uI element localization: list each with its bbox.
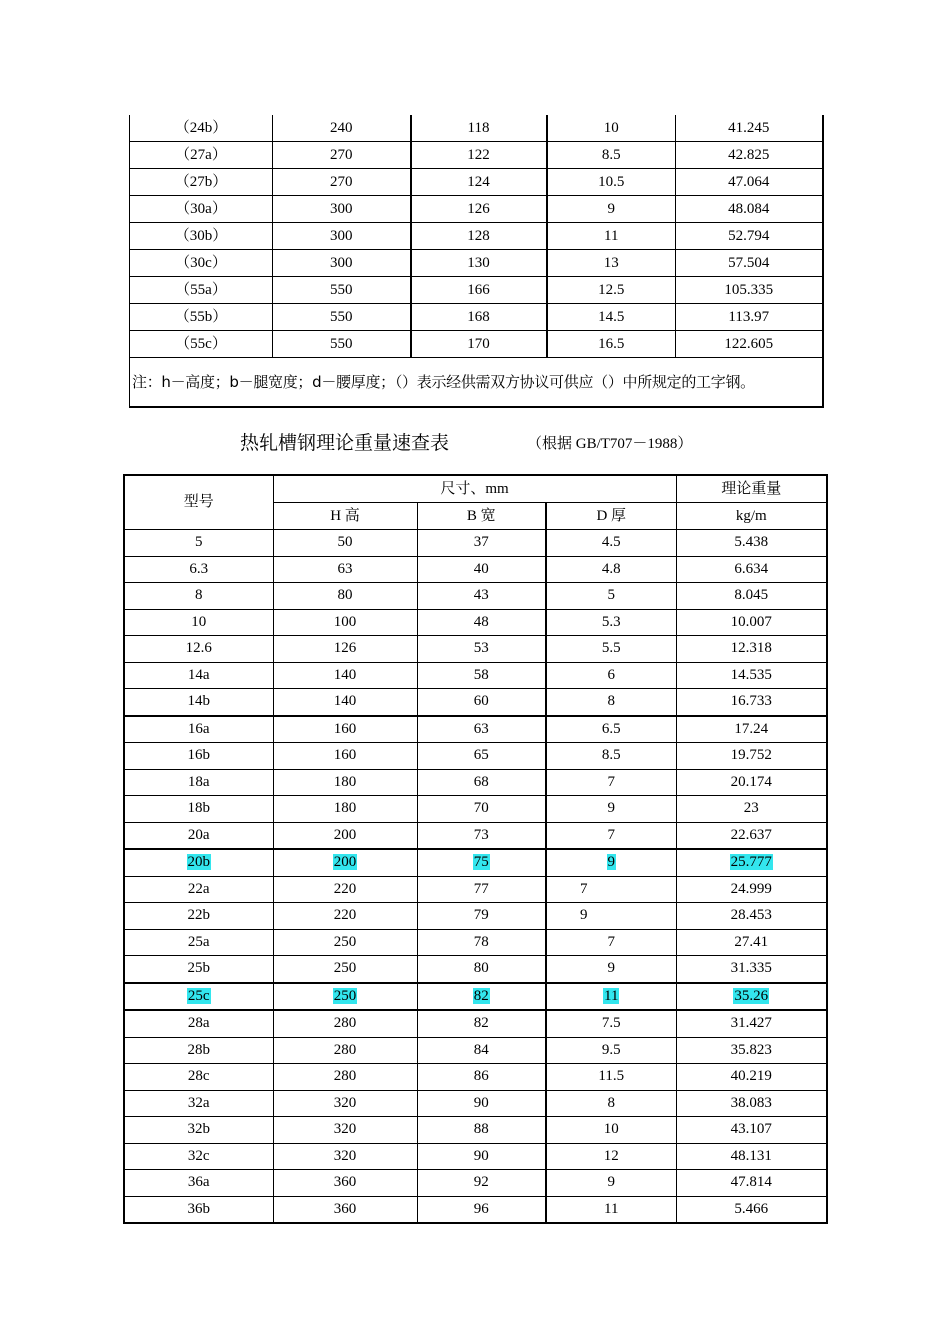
thickness-cell: 4.8 bbox=[546, 556, 676, 583]
height-cell: 100 bbox=[273, 609, 417, 636]
height-cell: 140 bbox=[273, 689, 417, 716]
weight-cell: 122.605 bbox=[676, 331, 823, 358]
model-cell: 22a bbox=[124, 876, 273, 903]
weight-cell: 48.131 bbox=[676, 1143, 827, 1170]
model-cell: 18a bbox=[124, 769, 273, 796]
width-cell: 70 bbox=[417, 796, 546, 823]
thickness-cell: 9 bbox=[546, 903, 676, 930]
weight-cell: 5.466 bbox=[676, 1196, 827, 1223]
weight-cell: 31.427 bbox=[676, 1010, 827, 1037]
table-row bbox=[124, 1196, 827, 1223]
table-row bbox=[124, 716, 827, 743]
weight-cell: 14.535 bbox=[676, 662, 827, 689]
weight-cell: 41.245 bbox=[676, 115, 823, 142]
weight-cell: 52.794 bbox=[676, 223, 823, 250]
section-subtitle: （根据 GB/T707－1988） bbox=[527, 436, 693, 452]
width-cell: 126 bbox=[411, 196, 547, 223]
weight-header: 理论重量 bbox=[676, 475, 827, 503]
weight-cell: 42.825 bbox=[676, 142, 823, 169]
weight-cell: 23 bbox=[676, 796, 827, 823]
thickness-cell: 7 bbox=[546, 769, 676, 796]
width-cell: 168 bbox=[411, 304, 547, 331]
width-cell: 122 bbox=[411, 142, 547, 169]
height-cell: 300 bbox=[273, 223, 411, 250]
height-cell: 63 bbox=[273, 556, 417, 583]
note-row bbox=[130, 358, 823, 408]
table-row bbox=[124, 662, 827, 689]
thickness-cell: 5.3 bbox=[546, 609, 676, 636]
table-row bbox=[130, 115, 823, 142]
width-cell: 118 bbox=[411, 115, 547, 142]
thickness-cell: 11 bbox=[547, 223, 676, 250]
highlight: 82 bbox=[473, 987, 489, 1004]
height-cell: 280 bbox=[273, 1037, 417, 1064]
weight-cell: 22.637 bbox=[676, 822, 827, 849]
width-cell bbox=[417, 849, 546, 876]
thickness-cell: 6.5 bbox=[546, 716, 676, 743]
table-row bbox=[124, 530, 827, 557]
weight-cell: 20.174 bbox=[676, 769, 827, 796]
thickness-cell: 11 bbox=[546, 1196, 676, 1223]
model-cell: 22b bbox=[124, 903, 273, 930]
thickness-cell: 16.5 bbox=[547, 331, 676, 358]
model-cell: 32a bbox=[124, 1090, 273, 1117]
height-cell: 360 bbox=[273, 1196, 417, 1223]
width-cell: 65 bbox=[417, 743, 546, 770]
width-cell: 166 bbox=[411, 277, 547, 304]
table-row bbox=[130, 250, 823, 277]
height-cell: 280 bbox=[273, 1064, 417, 1091]
model-cell: 18b bbox=[124, 796, 273, 823]
table-row bbox=[124, 1117, 827, 1144]
table-row bbox=[130, 277, 823, 304]
height-cell: 300 bbox=[273, 250, 411, 277]
width-cell: 60 bbox=[417, 689, 546, 716]
height-cell: 140 bbox=[273, 662, 417, 689]
weight-cell: 47.814 bbox=[676, 1170, 827, 1197]
model-cell: 36b bbox=[124, 1196, 273, 1223]
width-cell: 124 bbox=[411, 169, 547, 196]
thickness-cell: 7 bbox=[546, 929, 676, 956]
table-row bbox=[130, 142, 823, 169]
model-cell: 14b bbox=[124, 689, 273, 716]
thickness-cell: 6 bbox=[546, 662, 676, 689]
width-cell: 90 bbox=[417, 1143, 546, 1170]
height-cell: 270 bbox=[273, 169, 411, 196]
thickness-cell: 8.5 bbox=[547, 142, 676, 169]
model-cell: 28a bbox=[124, 1010, 273, 1037]
model-cell: （30b） bbox=[130, 223, 273, 250]
model-cell: 6.3 bbox=[124, 556, 273, 583]
model-cell: （55c） bbox=[130, 331, 273, 358]
weight-cell: 16.733 bbox=[676, 689, 827, 716]
model-cell bbox=[124, 849, 273, 876]
model-cell: （55a） bbox=[130, 277, 273, 304]
width-cell: 58 bbox=[417, 662, 546, 689]
width-cell: 77 bbox=[417, 876, 546, 903]
thickness-cell: 8 bbox=[546, 689, 676, 716]
height-cell: 320 bbox=[273, 1090, 417, 1117]
table-row bbox=[124, 609, 827, 636]
model-cell: 8 bbox=[124, 583, 273, 610]
model-cell: 5 bbox=[124, 530, 273, 557]
weight-cell: 12.318 bbox=[676, 636, 827, 663]
width-cell: 48 bbox=[417, 609, 546, 636]
weight-cell: 28.453 bbox=[676, 903, 827, 930]
height-cell: 160 bbox=[273, 743, 417, 770]
weight-cell bbox=[676, 849, 827, 876]
width-cell: 79 bbox=[417, 903, 546, 930]
weight-cell: 5.438 bbox=[676, 530, 827, 557]
width-cell: 78 bbox=[417, 929, 546, 956]
thickness-cell bbox=[546, 983, 676, 1011]
table-row bbox=[124, 1037, 827, 1064]
height-cell: 550 bbox=[273, 277, 411, 304]
height-cell: 200 bbox=[273, 822, 417, 849]
thickness-cell: 9.5 bbox=[546, 1037, 676, 1064]
width-cell: 37 bbox=[417, 530, 546, 557]
model-cell: 25b bbox=[124, 956, 273, 983]
header-row bbox=[124, 475, 827, 503]
width-cell: 130 bbox=[411, 250, 547, 277]
height-cell: 240 bbox=[273, 115, 411, 142]
weight-cell: 113.97 bbox=[676, 304, 823, 331]
height-cell: 50 bbox=[273, 530, 417, 557]
table-row bbox=[130, 304, 823, 331]
weight-cell bbox=[676, 983, 827, 1011]
highlight: 25.777 bbox=[730, 854, 772, 871]
table-row bbox=[130, 169, 823, 196]
table-row bbox=[124, 1010, 827, 1037]
model-cell: 16b bbox=[124, 743, 273, 770]
height-cell: 180 bbox=[273, 769, 417, 796]
weight-cell: 48.084 bbox=[676, 196, 823, 223]
thickness-cell: 10 bbox=[547, 115, 676, 142]
table-row bbox=[124, 556, 827, 583]
model-cell: 20a bbox=[124, 822, 273, 849]
width-cell: 63 bbox=[417, 716, 546, 743]
thickness-header: D 厚 bbox=[546, 503, 676, 530]
width-cell: 96 bbox=[417, 1196, 546, 1223]
height-cell bbox=[273, 983, 417, 1011]
width-cell: 84 bbox=[417, 1037, 546, 1064]
weight-cell: 6.634 bbox=[676, 556, 827, 583]
height-cell: 360 bbox=[273, 1170, 417, 1197]
model-cell: （27a） bbox=[130, 142, 273, 169]
dimensions-header: 尺寸、mm bbox=[273, 475, 676, 503]
table-row bbox=[124, 822, 827, 849]
model-cell: 10 bbox=[124, 609, 273, 636]
weight-cell: 8.045 bbox=[676, 583, 827, 610]
table-row-highlighted bbox=[124, 849, 827, 876]
table-row bbox=[124, 689, 827, 716]
table-row bbox=[130, 223, 823, 250]
highlight: 11 bbox=[604, 987, 619, 1004]
model-cell: 28b bbox=[124, 1037, 273, 1064]
thickness-cell: 9 bbox=[546, 1170, 676, 1197]
width-cell: 128 bbox=[411, 223, 547, 250]
width-cell: 80 bbox=[417, 956, 546, 983]
table-row bbox=[124, 1090, 827, 1117]
thickness-cell: 14.5 bbox=[547, 304, 676, 331]
table-row bbox=[124, 929, 827, 956]
model-cell: 14a bbox=[124, 662, 273, 689]
table-row bbox=[124, 1143, 827, 1170]
model-cell: 25a bbox=[124, 929, 273, 956]
weight-cell: 57.504 bbox=[676, 250, 823, 277]
model-header: 型号 bbox=[124, 475, 273, 530]
height-cell: 220 bbox=[273, 903, 417, 930]
width-cell: 90 bbox=[417, 1090, 546, 1117]
model-cell: （24b） bbox=[130, 115, 273, 142]
model-cell: （55b） bbox=[130, 304, 273, 331]
weight-cell: 35.823 bbox=[676, 1037, 827, 1064]
thickness-cell: 12 bbox=[546, 1143, 676, 1170]
thickness-cell: 7.5 bbox=[546, 1010, 676, 1037]
model-cell: （27b） bbox=[130, 169, 273, 196]
weight-cell: 10.007 bbox=[676, 609, 827, 636]
thickness-cell: 4.5 bbox=[546, 530, 676, 557]
ibeam-weight-table bbox=[129, 115, 824, 408]
highlight: 250 bbox=[333, 987, 357, 1004]
height-cell: 220 bbox=[273, 876, 417, 903]
weight-cell: 17.24 bbox=[676, 716, 827, 743]
table-row bbox=[124, 583, 827, 610]
thickness-cell: 8.5 bbox=[546, 743, 676, 770]
model-cell bbox=[124, 983, 273, 1011]
unit-header: kg/m bbox=[676, 503, 827, 530]
width-cell: 53 bbox=[417, 636, 546, 663]
thickness-cell: 13 bbox=[547, 250, 676, 277]
width-cell: 40 bbox=[417, 556, 546, 583]
height-cell: 320 bbox=[273, 1143, 417, 1170]
model-cell: 12.6 bbox=[124, 636, 273, 663]
height-cell: 270 bbox=[273, 142, 411, 169]
model-cell: 32c bbox=[124, 1143, 273, 1170]
model-cell: （30a） bbox=[130, 196, 273, 223]
model-cell: 36a bbox=[124, 1170, 273, 1197]
table-note: 注：h－高度；b－腿宽度；d－腰厚度；（）表示经供需双方协议可供应（）中所规定的工字钢。 bbox=[130, 358, 823, 408]
table-row bbox=[124, 903, 827, 930]
height-cell: 300 bbox=[273, 196, 411, 223]
thickness-cell: 10.5 bbox=[547, 169, 676, 196]
thickness-cell: 7 bbox=[546, 876, 676, 903]
weight-cell: 19.752 bbox=[676, 743, 827, 770]
weight-cell: 40.219 bbox=[676, 1064, 827, 1091]
width-header: B 宽 bbox=[417, 503, 546, 530]
table-row bbox=[124, 1170, 827, 1197]
height-cell: 550 bbox=[273, 331, 411, 358]
highlight: 75 bbox=[473, 854, 489, 871]
width-cell bbox=[417, 983, 546, 1011]
width-cell: 73 bbox=[417, 822, 546, 849]
height-header: H 高 bbox=[273, 503, 417, 530]
width-cell: 68 bbox=[417, 769, 546, 796]
thickness-cell: 8 bbox=[546, 1090, 676, 1117]
table-row bbox=[124, 956, 827, 983]
thickness-cell: 9 bbox=[546, 796, 676, 823]
thickness-cell: 9 bbox=[546, 956, 676, 983]
thickness-cell: 7 bbox=[546, 822, 676, 849]
thickness-cell bbox=[546, 849, 676, 876]
thickness-cell: 5.5 bbox=[546, 636, 676, 663]
thickness-cell: 9 bbox=[547, 196, 676, 223]
highlight: 200 bbox=[333, 854, 357, 871]
weight-cell: 105.335 bbox=[676, 277, 823, 304]
width-cell: 92 bbox=[417, 1170, 546, 1197]
height-cell: 250 bbox=[273, 956, 417, 983]
width-cell: 88 bbox=[417, 1117, 546, 1144]
table-row bbox=[124, 769, 827, 796]
height-cell: 280 bbox=[273, 1010, 417, 1037]
height-cell: 250 bbox=[273, 929, 417, 956]
model-cell: 32b bbox=[124, 1117, 273, 1144]
height-cell: 80 bbox=[273, 583, 417, 610]
table-row bbox=[124, 636, 827, 663]
weight-cell: 31.335 bbox=[676, 956, 827, 983]
height-cell bbox=[273, 849, 417, 876]
thickness-cell: 5 bbox=[546, 583, 676, 610]
thickness-cell: 11.5 bbox=[546, 1064, 676, 1091]
model-cell: （30c） bbox=[130, 250, 273, 277]
thickness-cell: 12.5 bbox=[547, 277, 676, 304]
width-cell: 43 bbox=[417, 583, 546, 610]
highlight: 25c bbox=[187, 987, 210, 1004]
model-cell: 28c bbox=[124, 1064, 273, 1091]
width-cell: 82 bbox=[417, 1010, 546, 1037]
table-row bbox=[124, 1064, 827, 1091]
height-cell: 180 bbox=[273, 796, 417, 823]
model-cell: 16a bbox=[124, 716, 273, 743]
height-cell: 320 bbox=[273, 1117, 417, 1144]
table-row bbox=[130, 331, 823, 358]
table-row bbox=[124, 876, 827, 903]
highlight: 20b bbox=[187, 854, 210, 871]
highlight: 35.26 bbox=[734, 987, 769, 1004]
table-row bbox=[124, 796, 827, 823]
table-row-highlighted bbox=[124, 983, 827, 1011]
height-cell: 550 bbox=[273, 304, 411, 331]
weight-cell: 38.083 bbox=[676, 1090, 827, 1117]
height-cell: 160 bbox=[273, 716, 417, 743]
weight-cell: 47.064 bbox=[676, 169, 823, 196]
weight-cell: 27.41 bbox=[676, 929, 827, 956]
height-cell: 126 bbox=[273, 636, 417, 663]
width-cell: 170 bbox=[411, 331, 547, 358]
width-cell: 86 bbox=[417, 1064, 546, 1091]
section-title: 热轧槽钢理论重量速查表 bbox=[240, 433, 450, 454]
highlight: 9 bbox=[607, 854, 615, 871]
weight-cell: 24.999 bbox=[676, 876, 827, 903]
thickness-cell: 10 bbox=[546, 1117, 676, 1144]
weight-cell: 43.107 bbox=[676, 1117, 827, 1144]
table-row bbox=[124, 743, 827, 770]
table-row bbox=[130, 196, 823, 223]
channel-weight-table bbox=[123, 474, 828, 1224]
